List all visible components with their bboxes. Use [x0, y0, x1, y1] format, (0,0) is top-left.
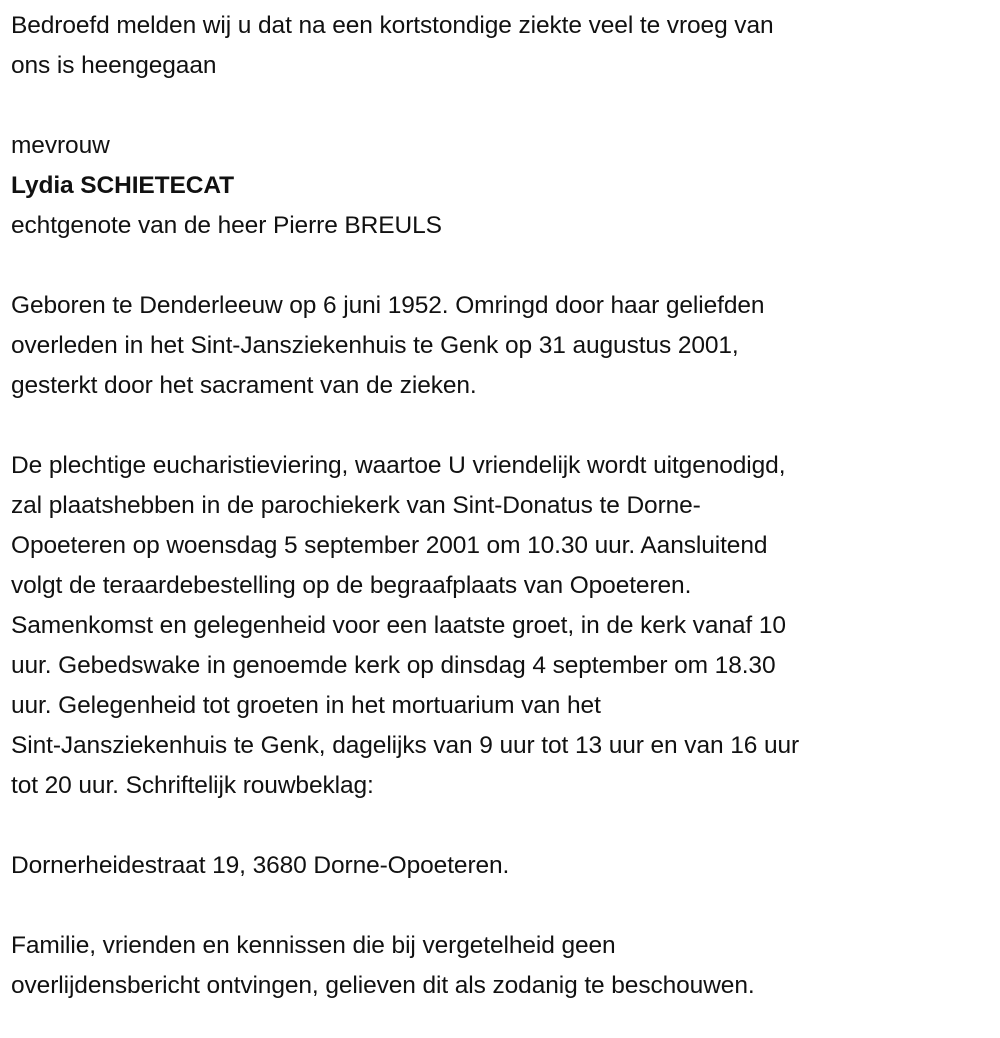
spouse-line: echtgenote van de heer Pierre BREULS — [11, 212, 442, 239]
birth-death-paragraph — [11, 286, 1000, 406]
deceased-block — [11, 126, 1000, 246]
deceased-name: Lydia SCHIETECAT — [11, 172, 235, 199]
closing-line-1: Familie, vrienden en kennissen die bij vergetelheid geen — [11, 932, 616, 959]
title-prefix: mevrouw — [11, 132, 110, 159]
intro-paragraph — [11, 6, 1000, 86]
ceremony-line-4: volgt de teraardebestelling op de begraafplaats van Opoeteren. — [11, 572, 692, 599]
condolence-address: Dornerheidestraat 19, 3680 Dorne-Opoeteren. — [11, 852, 510, 879]
ceremony-line-5: Samenkomst en gelegenheid voor een laatste groet, in de kerk vanaf 10 — [11, 612, 786, 639]
birth-death-line-3: gesterkt door het sacrament van de zieken. — [11, 372, 477, 399]
ceremony-line-7: uur. Gelegenheid tot groeten in het mortuarium van het — [11, 692, 601, 719]
ceremony-line-2: zal plaatshebben in de parochiekerk van Sint-Donatus te Dorne- — [11, 492, 701, 519]
birth-death-line-1: Geboren te Denderleeuw op 6 juni 1952. Omringd door haar geliefden — [11, 292, 765, 319]
ceremony-line-1: De plechtige eucharistieviering, waartoe U vriendelijk wordt uitgenodigd, — [11, 452, 786, 479]
ceremony-paragraph — [11, 446, 1000, 806]
intro-line-1: Bedroefd melden wij u dat na een kortstondige ziekte veel te vroeg van — [11, 12, 774, 39]
closing-paragraph — [11, 926, 1000, 1006]
spacer — [11, 246, 1000, 286]
spacer — [11, 406, 1000, 446]
ceremony-line-8: Sint-Jansziekenhuis te Genk, dagelijks van 9 uur tot 13 uur en van 16 uur — [11, 732, 800, 759]
closing-line-2: overlijdensbericht ontvingen, gelieven dit als zodanig te beschouwen. — [11, 972, 755, 999]
spacer — [11, 886, 1000, 926]
birth-death-line-2: overleden in het Sint-Jansziekenhuis te Genk op 31 augustus 2001, — [11, 332, 739, 359]
ceremony-line-6: uur. Gebedswake in genoemde kerk op dinsdag 4 september om 18.30 — [11, 652, 776, 679]
address-paragraph — [11, 846, 1000, 886]
ceremony-line-3: Opoeteren op woensdag 5 september 2001 om 10.30 uur. Aansluitend — [11, 532, 768, 559]
ceremony-line-9: tot 20 uur. Schriftelijk rouwbeklag: — [11, 772, 374, 799]
spacer — [11, 86, 1000, 126]
spacer — [11, 806, 1000, 846]
intro-line-2: ons is heengegaan — [11, 52, 217, 79]
